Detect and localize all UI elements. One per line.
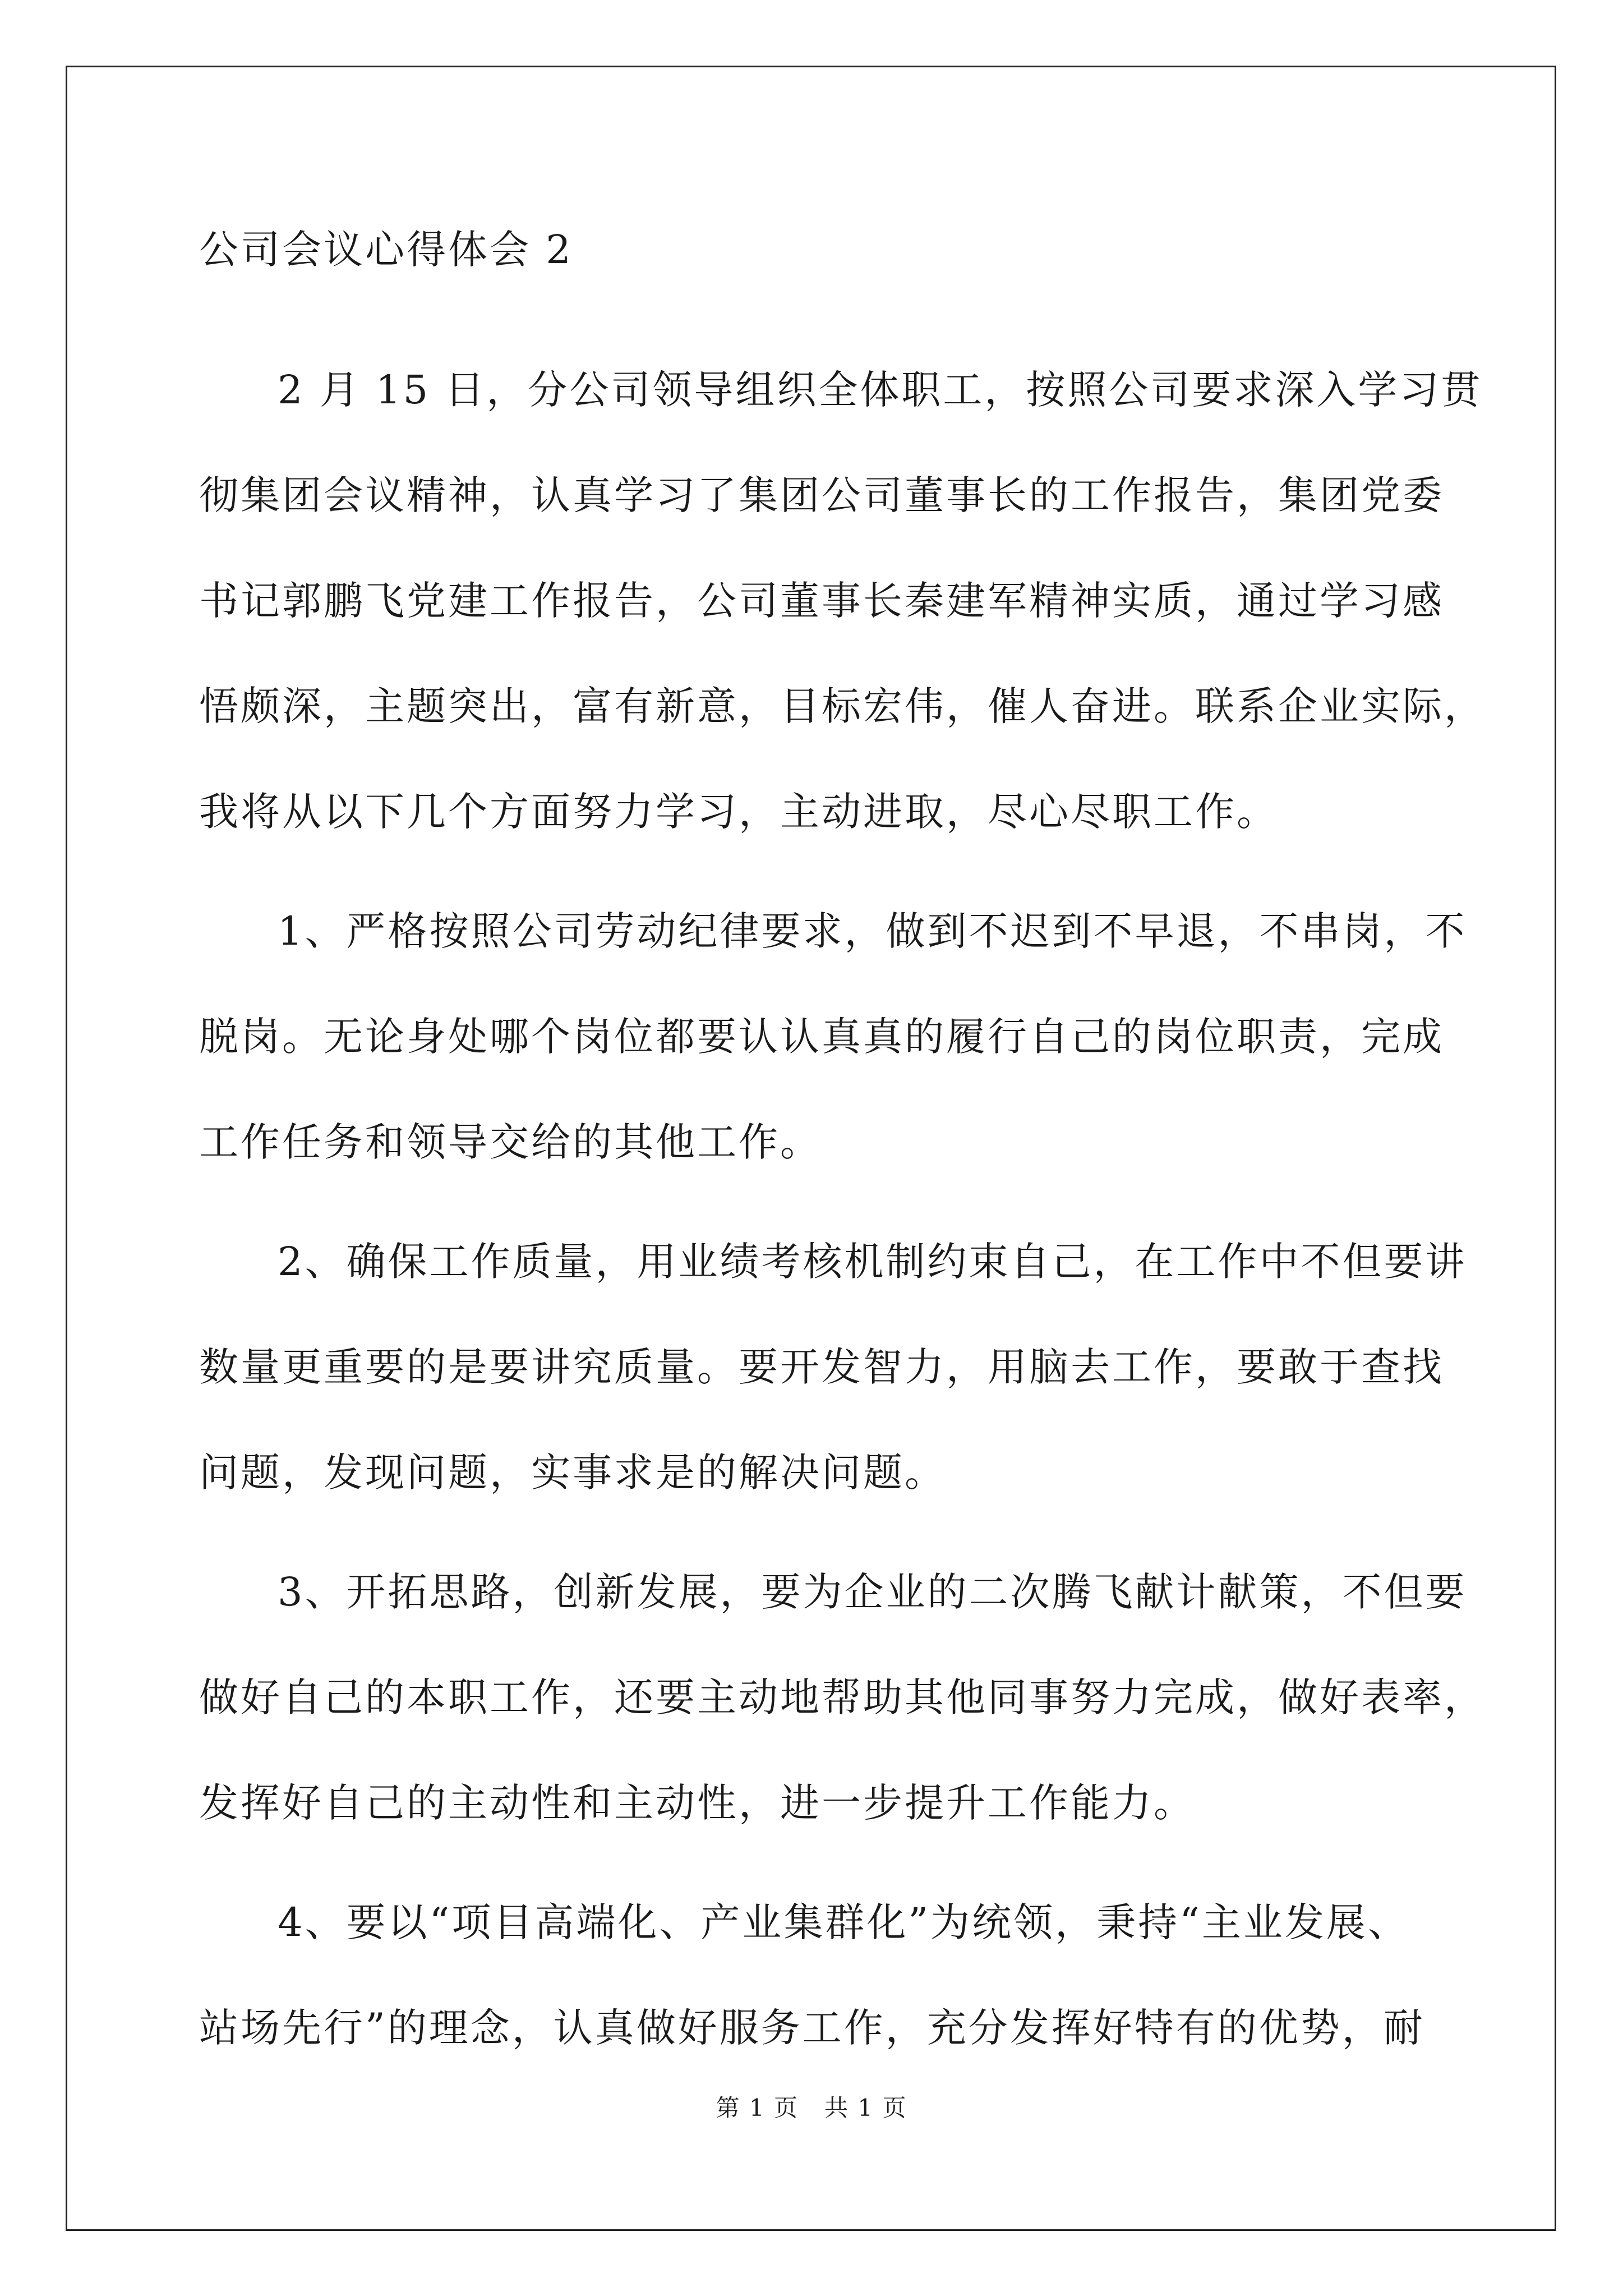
text-line: 书记郭鹏飞党建工作报告，公司董事长秦建军精神实质，通过学习感 bbox=[199, 578, 1444, 624]
page-footer bbox=[0, 2091, 1623, 2125]
text-line: 脱岗。无论身处哪个岗位都要认认真真的履行自己的岗位职责，完成 bbox=[199, 1014, 1444, 1060]
paragraph-item-3 bbox=[199, 1539, 1486, 1856]
paragraph-item-4 bbox=[199, 1870, 1424, 2081]
text-line: 我将从以下几个方面努力学习，主动进取，尽心尽职工作。 bbox=[199, 789, 1278, 835]
document-title: 公司会议心得体会 2 bbox=[199, 227, 573, 273]
text-line: 数量更重要的是要讲究质量。要开发智力，用脑去工作，要敢于查找 bbox=[199, 1344, 1444, 1390]
text-line: 4、要以“项目高端化、产业集群化”为统领，秉持“主业发展、 bbox=[278, 1899, 1409, 1945]
paragraph-item-2 bbox=[199, 1209, 1467, 1525]
text-line: 1、严格按照公司劳动纪律要求，做到不迟到不早退，不串岗，不 bbox=[278, 908, 1467, 954]
text-line: 3、开拓思路，创新发展，要为企业的二次腾飞献计献策，不但要 bbox=[278, 1569, 1467, 1615]
text-line: 2、确保工作质量，用业绩考核机制约束自己，在工作中不但要讲 bbox=[278, 1239, 1467, 1285]
text-line: 发挥好自己的主动性和主动性，进一步提升工作能力。 bbox=[199, 1780, 1195, 1826]
text-line: 2 月 15 日，分公司领导组织全体职工，按照公司要求深入学习贯 bbox=[278, 367, 1483, 413]
paragraph-item-1 bbox=[199, 878, 1467, 1195]
paragraph-intro bbox=[199, 337, 1486, 864]
text-line: 问题，发现问题，实事求是的解决问题。 bbox=[199, 1450, 946, 1496]
text-line: 悟颇深，主题突出，富有新意，目标宏伟，催人奋进。联系企业实际， bbox=[199, 683, 1486, 729]
text-line: 彻集团会议精神，认真学习了集团公司董事长的工作报告，集团党委 bbox=[199, 472, 1444, 518]
document-body bbox=[199, 222, 1486, 2081]
page-number: 第 1 页 bbox=[716, 2094, 799, 2122]
page-total: 共 1 页 bbox=[824, 2094, 907, 2122]
text-line: 做好自己的本职工作，还要主动地帮助其他同事努力完成，做好表率， bbox=[199, 1674, 1486, 1720]
text-line: 工作任务和领导交给的其他工作。 bbox=[199, 1119, 822, 1165]
text-line: 站场先行”的理念，认真做好服务工作，充分发挥好特有的优势，耐 bbox=[199, 2005, 1425, 2051]
